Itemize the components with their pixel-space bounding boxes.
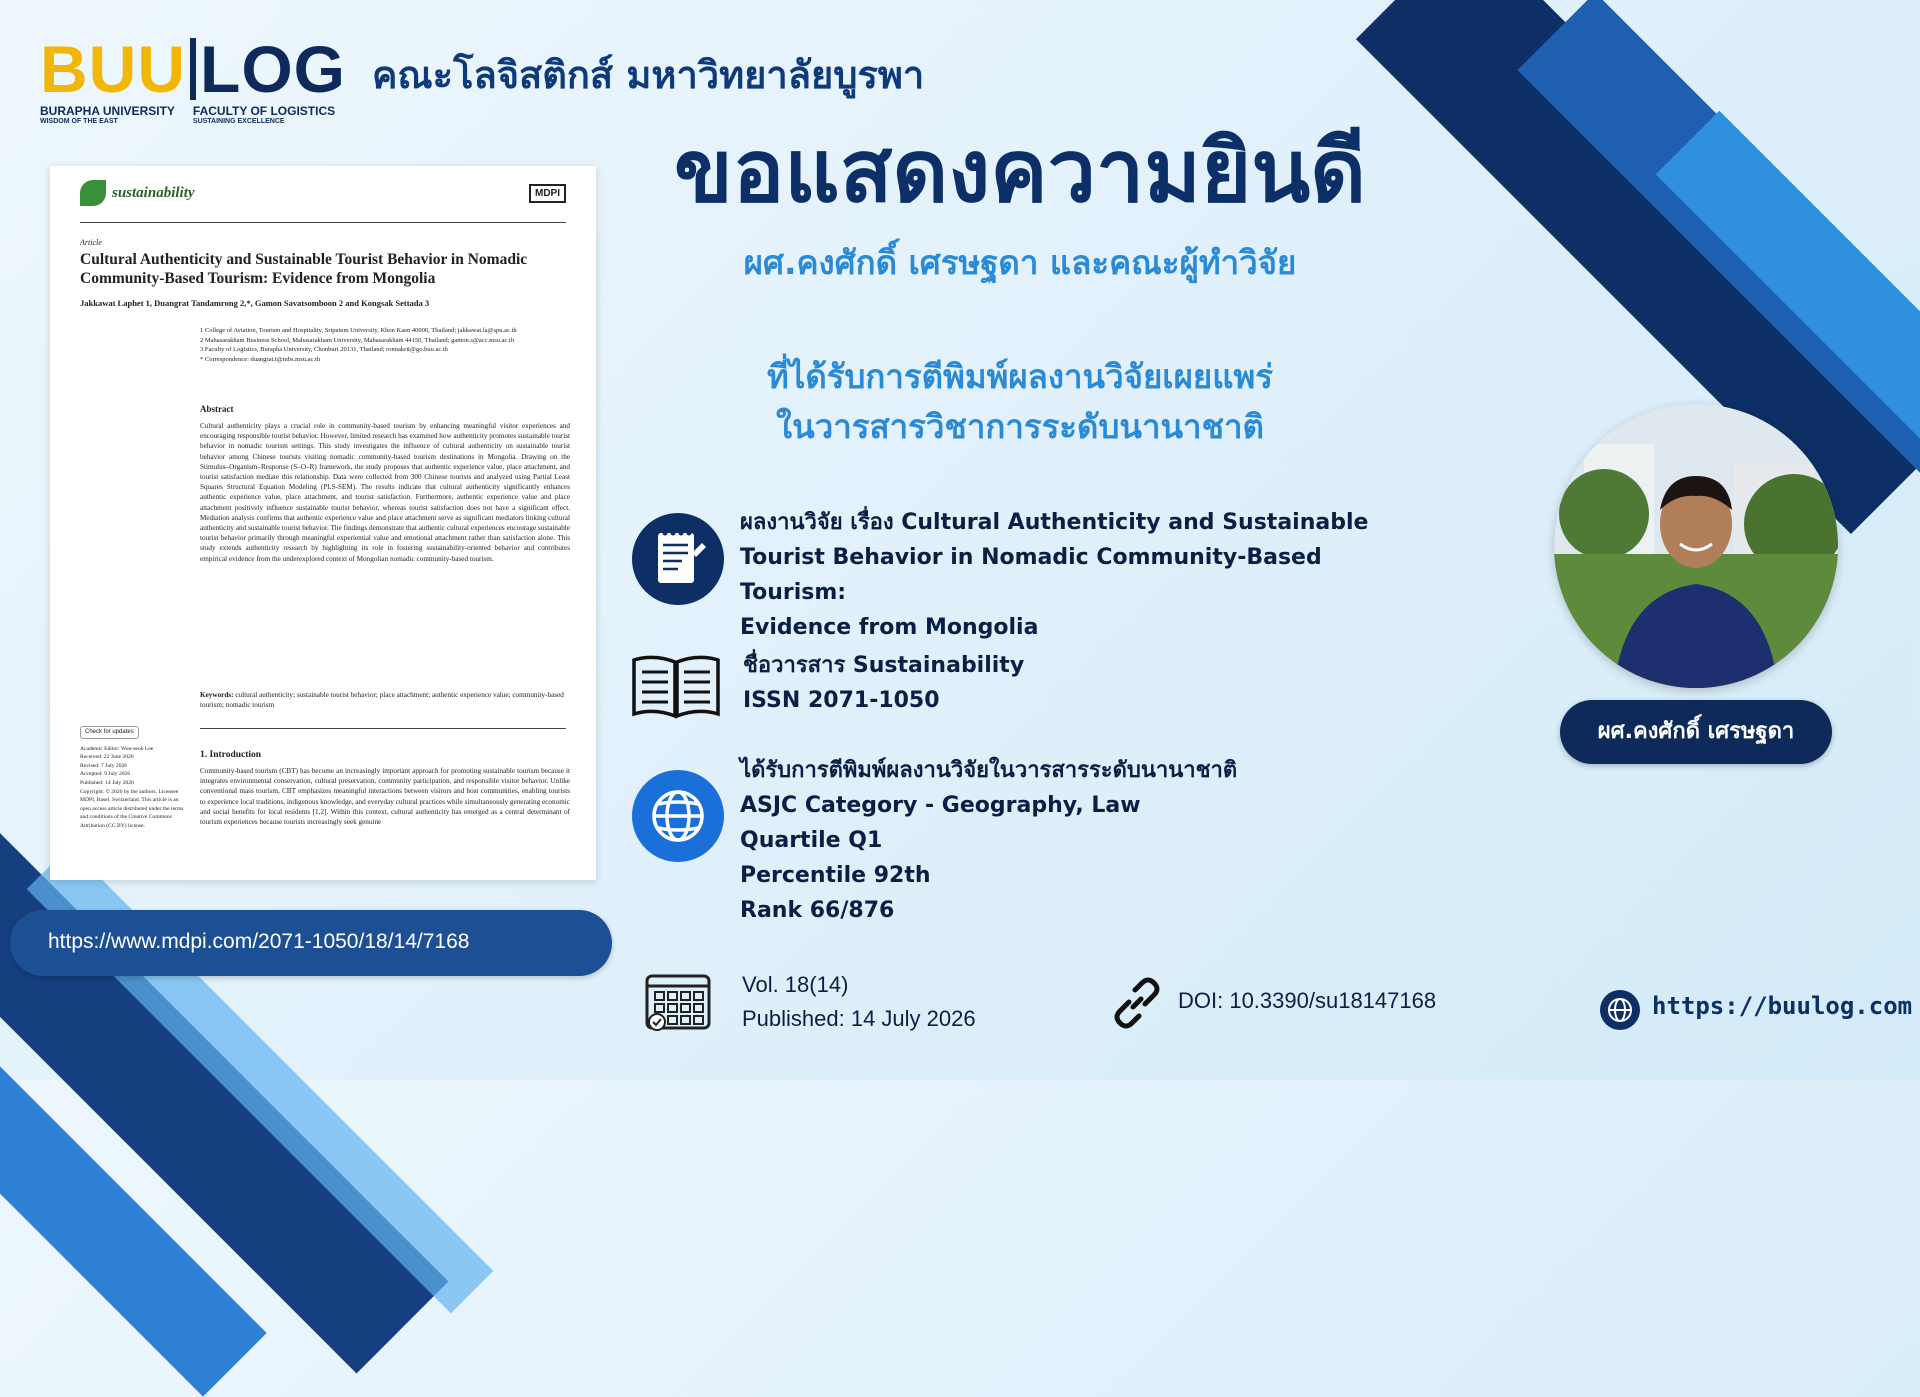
authors-line: ผศ.คงศักดิ์ เศรษฐดา และคณะผู้ทำวิจัย xyxy=(743,243,1297,282)
logo-divider xyxy=(190,38,196,100)
link-icon xyxy=(1106,972,1168,1034)
abstract-heading: Abstract xyxy=(200,404,234,414)
article-url-pill[interactable] xyxy=(10,910,612,976)
affiliation: * Correspondence: duangrat.t@mbs.msu.ac.th xyxy=(200,355,321,363)
check-updates-badge: Check for updates xyxy=(80,726,139,739)
affiliation: 2 Mahasarakham Business School, Mahasarakham University, Mahasarakham 44150, Thailand; gamon.s@acc.msu.ac.th xyxy=(200,336,515,344)
journal-info-block: ชื่อวารสาร Sustainability ISSN 2071-1050 xyxy=(743,653,1025,713)
paper-authors: Jakkawat Laphet 1, Duangrat Tandamrong 2,*, Gamon Savatsomboon 2 and Kongsak Settada 3 xyxy=(80,298,430,308)
publisher-logo: MDPI xyxy=(529,184,566,203)
journal-name: sustainability xyxy=(112,184,195,201)
published-date: Published: 14 July 2026 xyxy=(742,1006,976,1031)
side-info: Check for updates Academic Editor: Won-seok Lee Received: 22 June 2026 Revised: 7 July 2026 Accepted: 9 July 2026 Published: 14 July 2026 Copyright: © 2026 by the authors. Licensee MDPI, Basel, Switzerland. This article is an open access article distributed under the terms and conditions of the Creative Commons Attribution (CC BY) license. xyxy=(80,726,190,831)
leaf-icon xyxy=(80,180,106,206)
affiliations xyxy=(200,326,570,364)
open-book-icon xyxy=(628,650,724,724)
calendar-icon xyxy=(644,970,712,1032)
affiliation: 3 Faculty of Logistics, Burapha University, Chonburi 20131, Thailand; ronnakrit@go.buu.ac.th xyxy=(200,346,448,353)
buulog-logo xyxy=(40,32,346,125)
volume: Vol. 18(14) xyxy=(742,972,849,997)
congratulations-headline: ขอแสดงความยินดี xyxy=(673,122,1367,222)
website-link[interactable]: https://buulog.com xyxy=(1652,992,1913,1020)
doi[interactable]: DOI: 10.3390/su18147168 xyxy=(1178,988,1437,1013)
faculty-name-thai: คณะโลจิสติกส์ มหาวิทยาลัยบูรพา xyxy=(372,53,925,97)
journal-header xyxy=(80,180,195,206)
author-name-badge: ผศ.คงศักดิ์ เศรษฐดา xyxy=(1560,700,1832,764)
logo-faculty: FACULTY OF LOGISTICS SUSTAINING EXCELLENCE xyxy=(192,104,336,125)
globe-icon xyxy=(1600,990,1640,1030)
logo-log: LOG xyxy=(200,32,346,106)
abstract-text: Cultural authenticity plays a crucial role in community-based tourism by enhancing meaningful visitor experiences and encouraging responsible tourist behavior. However, limited research has examined how authenticity promotes sustainable tourist behavior in nomadic tourism settings. This study investigates the influence of cultural authenticity on sustainable tourist behavior among Chinese tourists visiting nomadic community-based tourism destinations in Mongolia. Drawing on the Stimulus–Organism–Response (S–O–R) framework, the study proposes that authentic experience value, place attachment, and tourist satisfaction mediate this relationship. Data were collected from 300 Chinese tourists and analyzed using Partial Least Squares Structural Equation Modeling (PLS-SEM). The results indicate that cultural authenticity significantly enhances authentic experience value, place attachment, and tourist satisfaction. Furthermore, authentic experience value and place attachment positively influence sustainable tourist behavior, whereas tourist satisfaction does not have a significant effect. Mediation analysis confirms that authentic experience value and place attachment serve as significant mediators linking cultural authenticity and sustainable tourist behavior. The findings demonstrate that authentic cultural experiences encourage sustainable tourist behavior primarily through meaningful experiential value and emotional attachment rather than satisfaction alone. This study extends authenticity research by highlighting its role in fostering sustainability-oriented behavior and contributes empirical evidence from the underexplored context of Mongolian nomadic community-based tourism. xyxy=(200,422,570,563)
article-type: Article xyxy=(80,238,102,247)
logo-university: BURAPHA UNIVERSITY WISDOM OF THE EAST xyxy=(40,104,175,125)
intro-heading: 1. Introduction xyxy=(200,750,262,760)
divider xyxy=(80,222,566,223)
author-portrait xyxy=(1554,404,1838,688)
paper-preview xyxy=(50,166,596,880)
divider xyxy=(200,728,566,729)
published-message: ที่ได้รับการตีพิมพ์ผลงานวิจัยเผยแพร่ ในวารสารวิชาการระดับนานาชาติ xyxy=(766,357,1274,446)
keywords: Keywords: cultural authenticity; sustainable tourist behavior; place attachment; authentic experience value; community-based tourism; nomadic tourism xyxy=(200,691,564,709)
paper-title: Cultural Authenticity and Sustainable Tourist Behavior in Nomadic Community-Based Tourism: Evidence from Mongolia xyxy=(80,251,528,287)
volume-info xyxy=(742,968,976,1036)
logo-u: U xyxy=(137,32,186,106)
logo-bu: BU xyxy=(40,32,138,106)
research-title-block: ผลงานวิจัย เรื่อง Cultural Authenticity and Sustainable Tourist Behavior in Nomadic Community-Based Tourism: Evidence from Mongolia xyxy=(740,510,1369,640)
globe-icon xyxy=(632,770,724,862)
article-url[interactable]: https://www.mdpi.com/2071-1050/18/14/7168 xyxy=(48,930,470,953)
notepad-icon xyxy=(632,513,724,605)
ranking-block: ได้รับการตีพิมพ์ผลงานวิจัยในวารสารระดับนานาชาติ ASJC Category - Geography, Law Quartile Q1 Percentile 92th Rank 66/876 xyxy=(740,758,1238,923)
intro-text: Community-based tourism (CBT) has become an increasingly important approach for promoting sustainable tourism because it integrates environmental conservation, cultural preservation, community participation, and responsible visitor behavior. Unlike conventional mass tourism, CBT emphasizes meaningful interactions between visitors and host communities, enabling tourists to experience local traditions, indigenous knowledge, and everyday cultural practices while simultaneously generating economic and social benefits for local residents [1,2]. Within this context, cultural authenticity has emerged as a central determinant of tourism experiences because tourists increasingly seek genuine xyxy=(200,767,570,827)
affiliation: 1 College of Aviation, Tourism and Hospitality, Sripatum University, Khon Kaen 40000, Thailand; jakkawat.la@spu.ac.th xyxy=(200,327,517,334)
